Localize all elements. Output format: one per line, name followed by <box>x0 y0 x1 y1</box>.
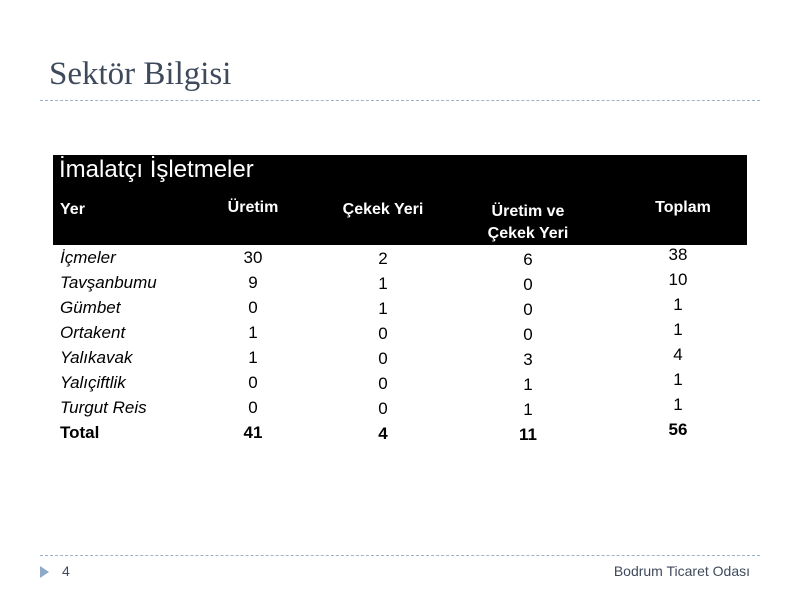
row-cekek: 0 <box>378 399 388 418</box>
footer-organization: Bodrum Ticaret Odası <box>613 563 750 579</box>
table-row <box>53 345 747 370</box>
row-place: İçmeler <box>60 248 116 267</box>
table-body <box>53 245 747 445</box>
row-toplam: 1 <box>673 320 683 339</box>
table-total-row <box>53 420 747 445</box>
row-cekek: 1 <box>378 274 388 293</box>
row-uretim: 0 <box>248 298 258 317</box>
total-both: 11 <box>519 425 537 444</box>
table-row <box>53 295 747 320</box>
row-toplam: 10 <box>668 270 688 289</box>
row-both: 0 <box>523 325 533 344</box>
table-title: İmalatçı İşletmeler <box>59 156 254 183</box>
table-row <box>53 370 747 395</box>
row-cekek: 0 <box>378 374 388 393</box>
total-uretim: 41 <box>243 423 263 442</box>
table-row <box>53 320 747 345</box>
row-place: Yalıçiftlik <box>60 373 126 392</box>
header-cekek-yeri: Çekek Yeri <box>342 201 424 218</box>
row-toplam: 4 <box>673 345 683 364</box>
row-toplam: 38 <box>668 245 688 264</box>
row-uretim: 0 <box>248 373 258 392</box>
header-yer: Yer <box>60 201 85 218</box>
row-place: Gümbet <box>60 298 121 317</box>
row-toplam: 1 <box>673 395 683 414</box>
row-cekek: 0 <box>378 349 388 368</box>
row-both: 0 <box>523 300 533 319</box>
row-uretim: 0 <box>248 398 258 417</box>
page-number: 4 <box>62 563 70 579</box>
row-cekek: 1 <box>378 299 388 318</box>
row-toplam: 1 <box>673 295 683 314</box>
header-uretim-ve-line2: Çekek Yeri <box>487 225 569 242</box>
row-place: Ortakent <box>60 323 126 342</box>
table-row <box>53 395 747 420</box>
row-place: Tavşanbumu <box>60 273 157 292</box>
row-both: 1 <box>523 375 533 394</box>
row-both: 1 <box>523 400 533 419</box>
row-place: Yalıkavak <box>60 348 133 367</box>
title-divider <box>40 100 760 101</box>
total-label: Total <box>60 423 100 442</box>
header-uretim-ve-line1: Üretim ve <box>491 203 565 220</box>
row-cekek: 2 <box>378 249 388 268</box>
row-uretim: 30 <box>243 248 263 267</box>
row-cekek: 0 <box>378 324 388 343</box>
data-table <box>53 155 747 445</box>
table-row <box>53 245 747 270</box>
row-uretim: 1 <box>248 323 258 342</box>
row-uretim: 9 <box>248 273 258 292</box>
table-row <box>53 270 747 295</box>
header-toplam: Toplam <box>655 199 711 216</box>
row-place: Turgut Reis <box>60 398 147 417</box>
row-both: 0 <box>523 275 533 294</box>
table-header <box>53 155 747 245</box>
row-both: 3 <box>523 350 533 369</box>
triangle-bullet-icon <box>40 566 49 578</box>
row-both: 6 <box>523 250 533 269</box>
header-uretim-ve-cekek <box>463 201 593 245</box>
row-uretim: 1 <box>248 348 258 367</box>
row-toplam: 1 <box>673 370 683 389</box>
total-cekek: 4 <box>378 424 388 443</box>
header-uretim: Üretim <box>227 199 279 216</box>
footer-divider <box>40 555 760 556</box>
slide-title: Sektör Bilgisi <box>49 56 232 92</box>
total-toplam: 56 <box>668 420 688 439</box>
